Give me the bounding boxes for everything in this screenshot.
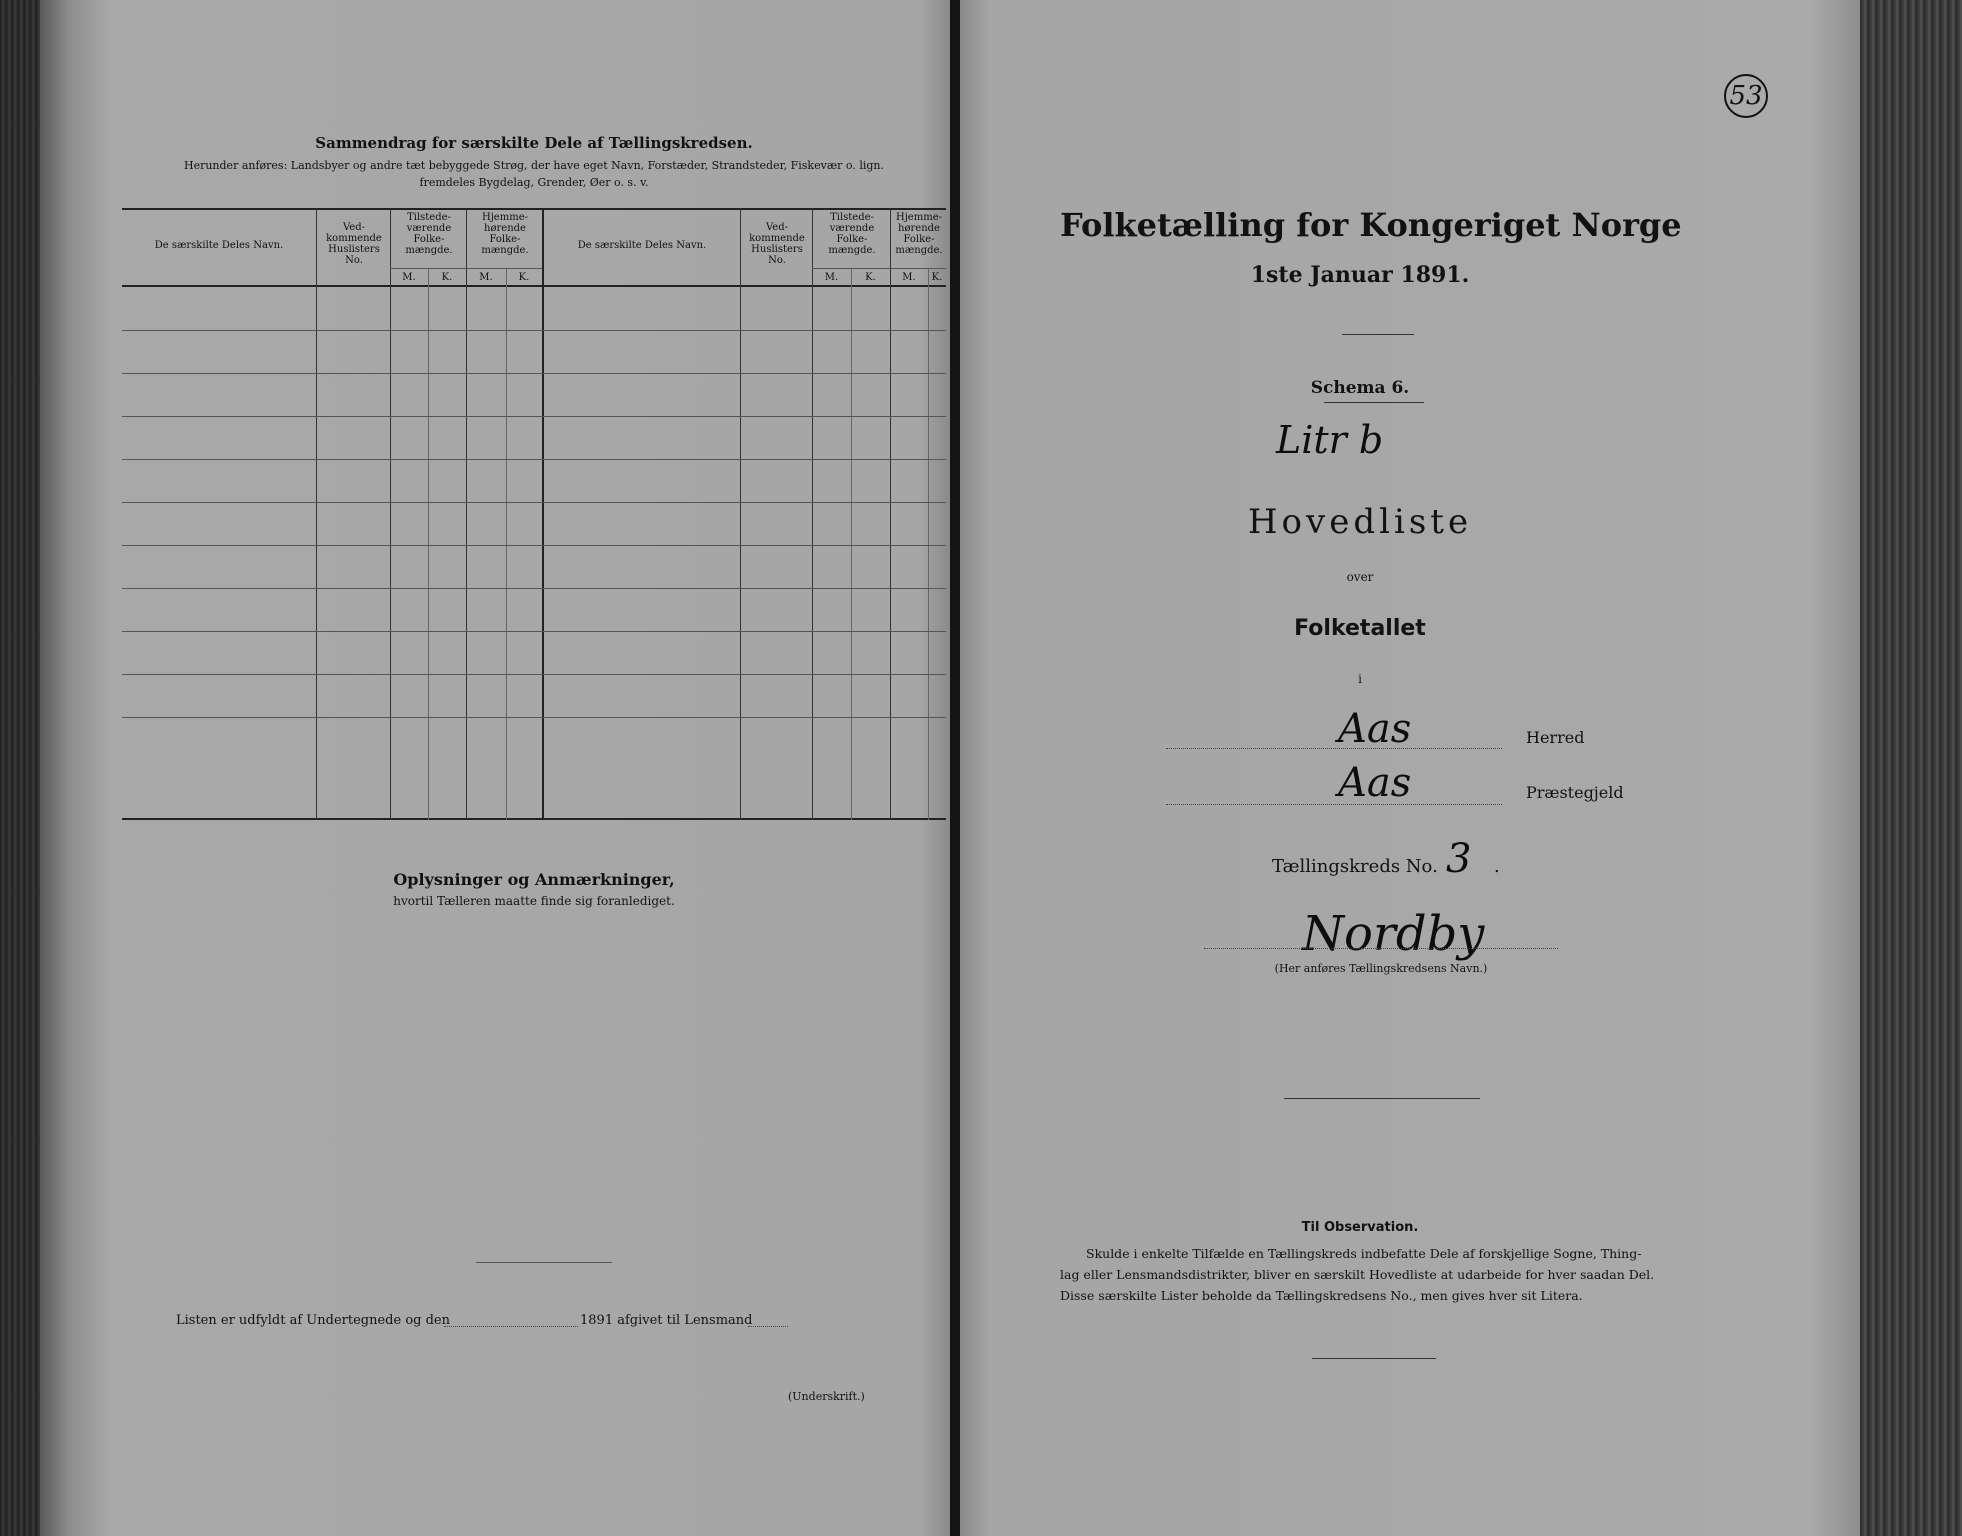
i-label: i bbox=[1358, 672, 1362, 686]
col-header-m: M. bbox=[902, 272, 916, 283]
main-heading: Hovedliste bbox=[1247, 502, 1473, 542]
col-header-k: K. bbox=[931, 272, 943, 283]
col-header-m: M. bbox=[479, 272, 493, 283]
col-header-hjemme: Hjemme-hørende Folke-mængde. bbox=[481, 212, 529, 256]
kreds-name-handwritten: Nordby bbox=[1302, 906, 1485, 962]
prestegjeld-blank bbox=[1166, 804, 1502, 805]
prestegjeld-label: Præstegjeld bbox=[1526, 783, 1624, 802]
summary-subtitle-line1: Herunder anføres: Landsbyer og andre tæt bebyggede Strøg, der have eget Navn, Forstæder, Strandsteder, Fiskevær o. lign. bbox=[183, 159, 884, 172]
lensmand-blank bbox=[748, 1326, 788, 1327]
signature-caption: (Underskrift.) bbox=[788, 1390, 865, 1403]
schema-label: Schema 6. bbox=[1310, 378, 1410, 398]
remarks-title: Oplysninger og Anmærkninger, bbox=[393, 870, 675, 889]
prestegjeld-handwritten: Aas bbox=[1338, 760, 1412, 806]
col-header-k: K. bbox=[865, 272, 876, 283]
summary-table bbox=[122, 208, 946, 820]
book-page-edges bbox=[1860, 0, 1962, 1536]
page-number-stamp: 53 bbox=[1724, 74, 1768, 118]
col-header-name: De særskilte Deles Navn. bbox=[154, 240, 284, 251]
observation-line3: Disse særskilte Lister beholde da Tællingskredsens No., men gives hver sit Litera. bbox=[1060, 1288, 1583, 1303]
kreds-number-handwritten: 3 bbox=[1446, 836, 1472, 882]
herred-label: Herred bbox=[1526, 728, 1585, 747]
col-header-name: De særskilte Deles Navn. bbox=[577, 240, 707, 251]
col-header-m: M. bbox=[402, 272, 416, 283]
census-date: 1ste Januar 1891. bbox=[1250, 262, 1470, 288]
col-header-hjemme: Hjemme-hørende Folke-mængde. bbox=[895, 212, 943, 256]
kreds-label: Tællingskreds No. bbox=[1272, 856, 1438, 877]
book-spine-left bbox=[0, 0, 40, 1536]
census-title: Folketælling for Kongeriget Norge bbox=[1060, 206, 1682, 244]
footer-text-a: Listen er udfyldt af Undertegnede og den bbox=[176, 1313, 450, 1328]
separator-rule bbox=[1312, 1358, 1436, 1359]
observation-line1: Skulde i enkelte Tilfælde en Tællingskreds indbefatte Dele af forskjellige Sogne, Thing- bbox=[1086, 1246, 1642, 1261]
kreds-name-blank bbox=[1204, 948, 1558, 949]
schema-underline bbox=[1324, 402, 1424, 403]
book-gutter bbox=[950, 0, 960, 1536]
kreds-name-caption: (Her anføres Tællingskredsens Navn.) bbox=[1274, 962, 1488, 975]
observation-line2: lag eller Lensmandsdistrikter, bliver en særskilt Hovedliste at udarbeide for hver saadan Del. bbox=[1060, 1267, 1655, 1282]
kreds-period: . bbox=[1494, 856, 1500, 877]
col-header-tilstede: Tilstede-værende Folke-mængde. bbox=[405, 212, 453, 256]
litra-handwritten: Litr b bbox=[1276, 418, 1384, 462]
col-header-k: K. bbox=[441, 272, 453, 283]
separator-rule bbox=[476, 1262, 612, 1263]
footer-text-b: 1891 afgivet til Lensmand bbox=[580, 1313, 753, 1328]
herred-handwritten: Aas bbox=[1338, 706, 1412, 752]
observation-title: Til Observation. bbox=[1301, 1220, 1419, 1235]
summary-title: Sammendrag for særskilte Dele af Tællingskredsen. bbox=[315, 134, 753, 152]
date-blank bbox=[444, 1326, 578, 1327]
remarks-subtitle: hvortil Tælleren maatte finde sig foranlediget. bbox=[393, 894, 675, 908]
summary-subtitle-line2: fremdeles Bygdelag, Grender, Øer o. s. v. bbox=[419, 176, 649, 189]
col-header-huslister: Ved-kommende Huslisters No. bbox=[749, 222, 805, 266]
herred-blank bbox=[1166, 748, 1502, 749]
separator-rule bbox=[1342, 334, 1414, 335]
separator-rule bbox=[1284, 1098, 1480, 1099]
col-header-k: K. bbox=[518, 272, 530, 283]
col-header-m: M. bbox=[824, 272, 839, 283]
folketallet-heading: Folketallet bbox=[1294, 616, 1426, 641]
over-label: over bbox=[1346, 570, 1374, 584]
col-header-huslister: Ved-kommende Huslisters No. bbox=[326, 222, 382, 266]
col-header-tilstede: Tilstede-værende Folke-mængde. bbox=[828, 212, 876, 256]
